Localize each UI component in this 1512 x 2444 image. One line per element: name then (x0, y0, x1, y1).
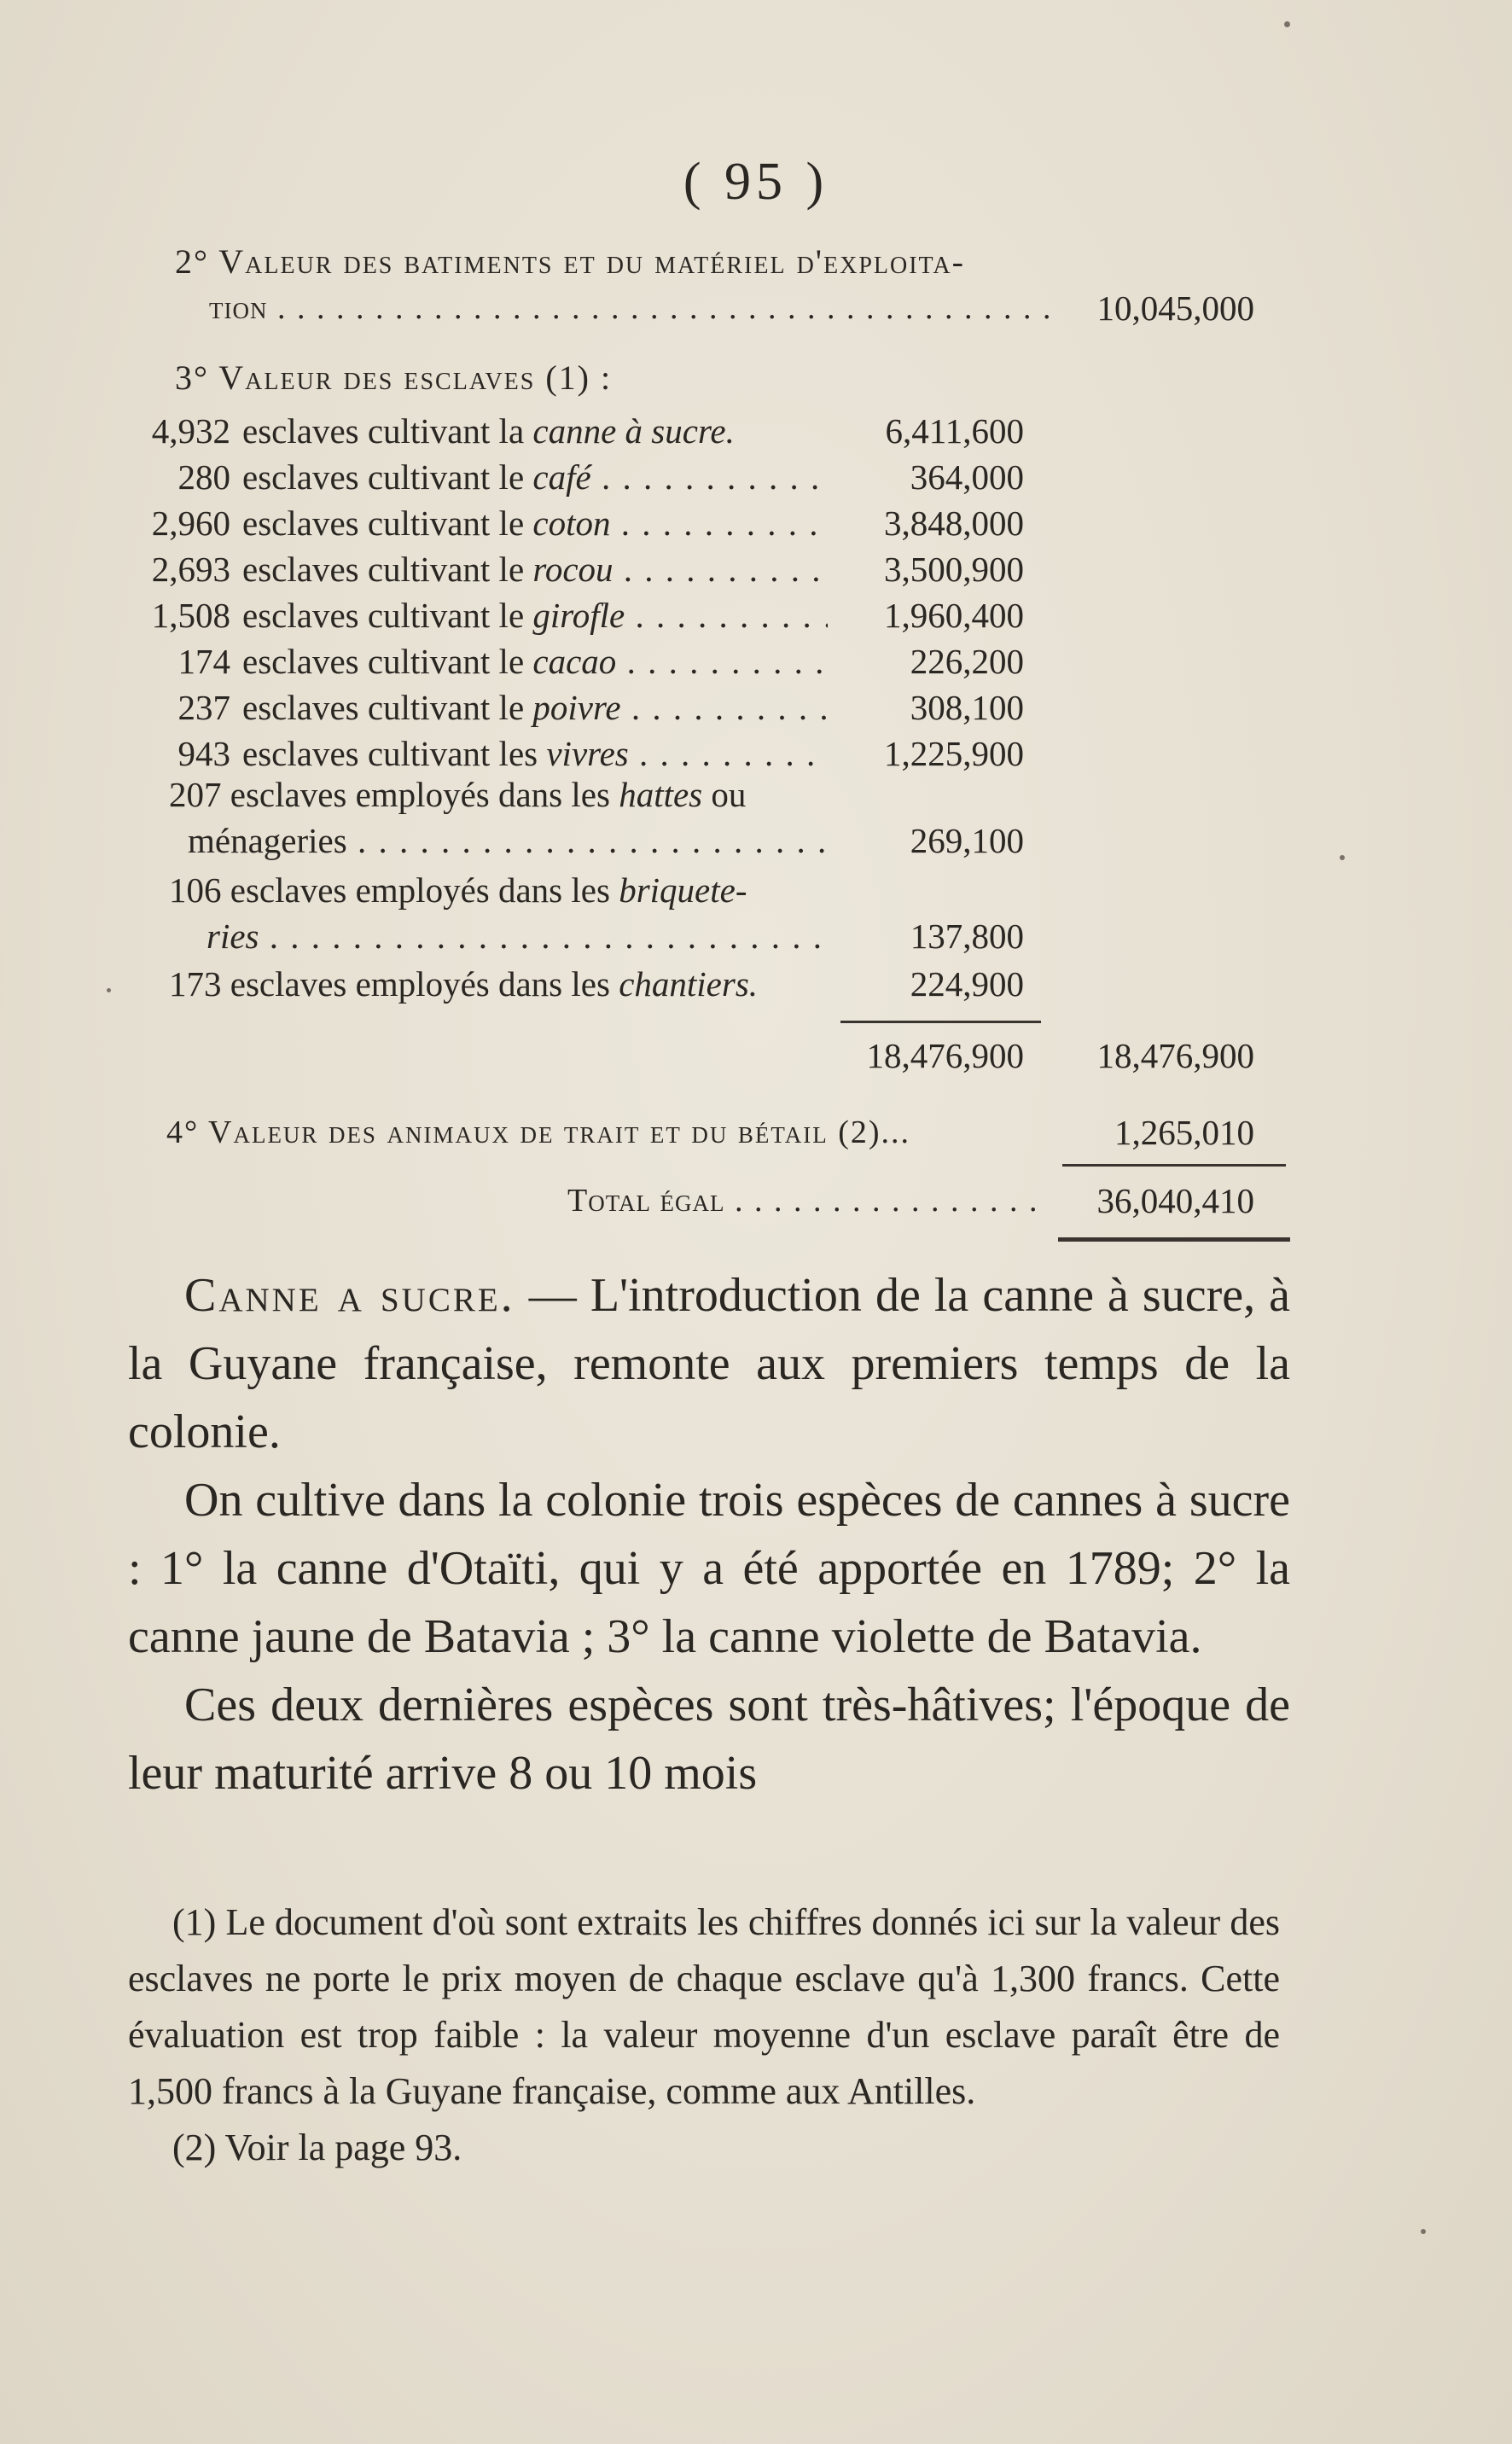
total-rule-bottom (1058, 1237, 1290, 1242)
slave-row (128, 592, 828, 638)
footnote: (2) Voir la page 93. (172, 2127, 462, 2168)
footnotes (128, 1894, 1280, 2176)
row-line2: ménageries (188, 821, 347, 860)
section-4-value: 1,265,010 (1114, 1113, 1254, 1152)
paragraph: On cultive dans la colonie trois espèces de cannes à sucre : 1° la canne d'Otaïti, qui y a été apportée en 1789; 2° la canne jaune de Batavia ; 3° la canne violette de Batavia. (128, 1474, 1290, 1663)
row-briqueteries-cont (206, 913, 828, 959)
row-count: 237 (177, 688, 230, 727)
leader-dots (347, 821, 828, 860)
row-chantiers-value: 224,900 (910, 964, 1024, 1004)
row-crop: cacao (532, 642, 617, 681)
row-crop: café (532, 457, 591, 497)
leader-dots (259, 916, 829, 956)
slave-row-value: 1,960,400 (884, 596, 1024, 635)
row-count: 2,960 (151, 503, 230, 543)
subtotal: 18,476,900 (866, 1036, 1024, 1075)
slave-row (128, 408, 828, 454)
slave-row (128, 684, 828, 730)
slave-row-value: 364,000 (910, 457, 1024, 497)
body-text (128, 1261, 1290, 1807)
slave-row-value: 6,411,600 (885, 411, 1024, 451)
row-count: 943 (177, 734, 230, 773)
slave-row-value: 3,500,900 (884, 550, 1024, 589)
total-label: Total égal (567, 1183, 725, 1219)
row-hattes-value: 269,100 (910, 821, 1024, 860)
leader-dots (629, 734, 828, 773)
slave-row (128, 638, 828, 684)
subtotal-rule (840, 1021, 1041, 1023)
leader-dots (616, 642, 828, 681)
section-3-heading: 3° Valeur des esclaves (1) : (175, 358, 613, 397)
subtotal-carried: 18,476,900 (1096, 1036, 1254, 1075)
paragraph-text: — L'introduction de la canne à sucre, à la Guyane française, remonte aux premiers temps de la colonie. (128, 1269, 1290, 1458)
row-text: esclaves cultivant la (242, 411, 533, 451)
slave-row (128, 546, 828, 592)
row-text: esclaves cultivant le (242, 688, 533, 727)
row-crop: poivre (532, 688, 621, 727)
leader-dots (267, 290, 1062, 326)
page-number: ( 95 ) (683, 153, 829, 211)
section-2-heading: 2° Valeur des batiments et du matériel d'exploita- (175, 242, 965, 281)
row-count: 1,508 (151, 596, 230, 635)
row-briqueteries-value: 137,800 (910, 916, 1024, 956)
slave-row-value: 226,200 (910, 642, 1024, 681)
row-briqueteries (169, 867, 747, 913)
paper-speck (1340, 855, 1345, 860)
row-text: esclaves cultivant le (242, 642, 533, 681)
row-crop: briquete- (619, 870, 747, 910)
row-text: esclaves cultivant les (242, 734, 547, 773)
paragraph: Ces deux dernières espèces sont très-hâtives; l'époque de leur maturité arrive 8 ou 10 mois (128, 1679, 1290, 1800)
row-text: esclaves cultivant le (242, 596, 533, 635)
paper-speck (1284, 21, 1290, 27)
row-chantiers (169, 961, 758, 1007)
row-text: esclaves cultivant le (242, 457, 533, 497)
section-2-heading-cont (209, 285, 1062, 331)
slave-row-value: 308,100 (910, 688, 1024, 727)
slave-row-value: 3,848,000 (884, 503, 1024, 543)
row-hattes (169, 771, 746, 818)
slave-row (128, 454, 828, 500)
row-text: esclaves employés dans les (230, 964, 619, 1004)
row-count: 106 (169, 870, 222, 910)
paper-speck (1421, 2229, 1426, 2234)
slave-row (128, 500, 828, 546)
total-rule-top (1062, 1164, 1286, 1167)
row-hattes-cont (188, 818, 828, 864)
row-crop: hattes (619, 775, 703, 814)
leader-dots (611, 503, 829, 543)
row-crop: vivres (546, 734, 629, 773)
row-count: 174 (177, 642, 230, 681)
section-2-value: 10,045,000 (1096, 288, 1254, 328)
row-tail: ou (702, 775, 747, 814)
leader-dots (621, 688, 828, 727)
row-count: 4,932 (151, 411, 230, 451)
row-count: 280 (177, 457, 230, 497)
section-2-label: tion (209, 290, 268, 326)
row-text: esclaves employés dans les (230, 870, 619, 910)
leader-dots (591, 457, 828, 497)
row-crop: coton (532, 503, 611, 543)
leader-dots (725, 1183, 1041, 1219)
row-text: esclaves cultivant le (242, 503, 533, 543)
total-value: 36,040,410 (1096, 1181, 1254, 1220)
row-crop: chantiers. (619, 964, 759, 1004)
row-count: 2,693 (151, 550, 230, 589)
row-crop: rocou (532, 550, 614, 589)
slave-row (128, 730, 828, 777)
paper-speck (107, 988, 111, 992)
footnote: (1) Le document d'où sont extraits les chiffres donnés ici sur la valeur des esclaves ne porte le prix moyen de chaque esclave qu'à 1,300 francs. Cette évaluation est trop faible : la valeur moyenne d'un esclave paraît être de 1,500 francs à la Guyane française, comme aux Antilles. (128, 1901, 1280, 2112)
row-count: 173 (169, 964, 222, 1004)
section-4-label: 4° Valeur des animaux de trait et du bétail (2)... (166, 1114, 911, 1150)
row-crop: canne à sucre. (532, 411, 735, 451)
row-line2: ries (206, 916, 259, 956)
paragraph (128, 1261, 1290, 1466)
leader-dots (625, 596, 828, 635)
paragraph-lead: Canne a sucre. (184, 1269, 515, 1322)
row-text: esclaves cultivant le (242, 550, 533, 589)
row-text: esclaves employés dans les (230, 775, 619, 814)
total-label-wrap (567, 1178, 1041, 1224)
slave-row-value: 1,225,900 (884, 734, 1024, 773)
leader-dots (614, 550, 828, 589)
row-count: 207 (169, 775, 222, 814)
row-crop: girofle (532, 596, 625, 635)
